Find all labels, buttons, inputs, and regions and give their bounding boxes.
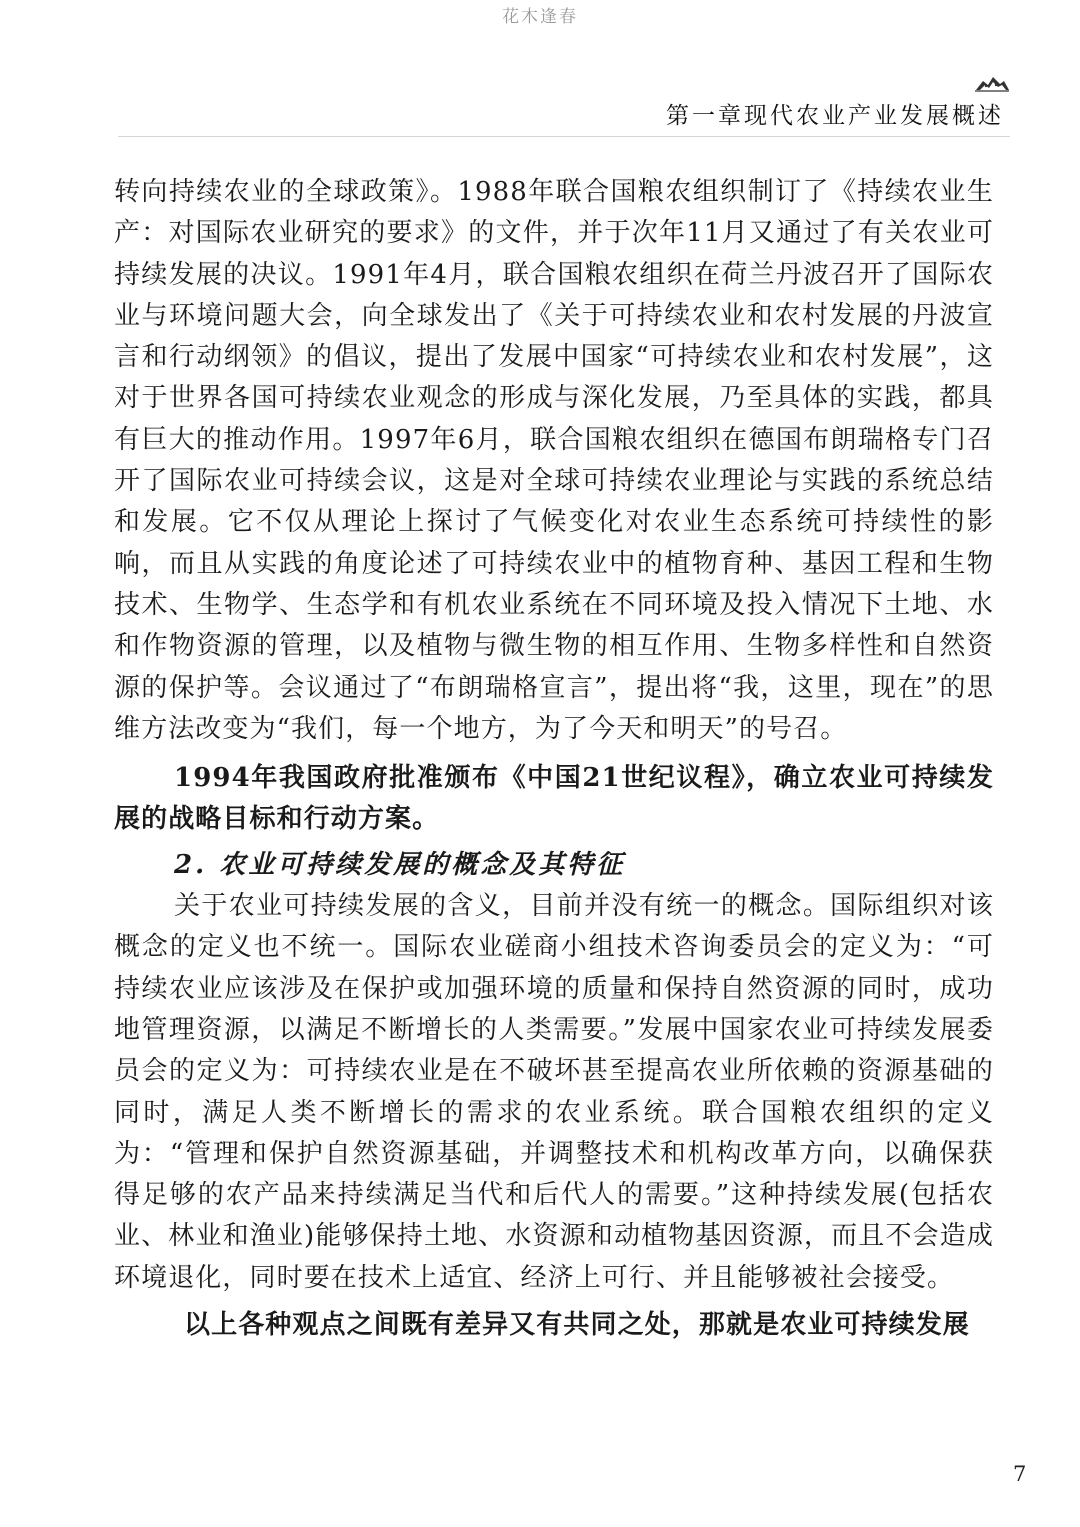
mountain-ornament-icon [974,72,1010,94]
header-divider [118,136,1010,137]
paragraph-4: 以上各种观点之间既有差异又有共同之处，那就是农业可持续发展 [184,1310,970,1341]
paragraph-1: 转向持续农业的全球政策》。1988年联合国粮农组织制订了《持续农业生产：对国际农业研究的要求》的文件，并于次年11月又通过了有关农业可持续发展的决议。1991年4月，联合国粮农组织在荷兰丹波召开了国际农业与环境问题大会，向全球发出了《关于可持续农业和农村发展的丹波宣言和行动纲领》的倡议，提出了发展中国家“可持续农业和农村发展”，这对于世界各国可持续农业观念的形成与深化发展，乃至具体的实践，都具有巨大的推动作用。1997年6月，联合国粮农组织在德国布朗瑞格专门召开了国际农业可持续会议，这是对全球可持续农业理论与实践的系统总结和发展。它不仅从理论上探讨了气候变化对农业生态系统可持续性的影响，而且从实践的角度论述了可持续农业中的植物育种、基因工程和生物技术、生物学、生态学和有机农业系统在不同环境及投入情况下土地、水和作物资源的管理，以及植物与微生物的相互作用、生物多样性和自然资源的保护等。会议通过了“布朗瑞格宣言”，提出将“我，这里，现在”的思维方法改变为“我们，每一个地方，为了今天和明天”的号召。 [114,177,994,744]
chapter-title: 第一章现代农业产业发展概述 [666,103,1004,129]
watermark-text: 花木逢春 [502,7,578,27]
page-number: 7 [1013,1462,1027,1486]
paragraph-3: 关于农业可持续发展的含义，目前并没有统一的概念。国际组织对该概念的定义也不统一。国际农业磋商小组技术咨询委员会的定义为：“可持续农业应该涉及在保护或加强环境的质量和保持自然资源的同时，成功地管理资源，以满足不断增长的人类需要。”发展中国家农业可持续发展委员会的定义为：可持续农业是在不破坏甚至提高农业所依赖的资源基础的同时，满足人类不断增长的需求的农业系统。联合国粮农组织的定义为：“管理和保护自然资源基础，并调整技术和机构改革方向，以确保获得足够的农产品来持续满足当代和后代人的需要。”这种持续发展(包括农业、林业和渔业)能够保持土地、水资源和动植物基因资源，而且不会造成环境退化，同时要在技术上适宜、经济上可行、并且能够被社会接受。 [114,891,994,1293]
body-text [114,172,994,1346]
paragraph-2: 1994年我国政府批准颁布《中国21世纪议程》，确立农业可持续发展的战略目标和行动方案。 [114,763,994,835]
section-heading: 2. 农业可持续发展的概念及其特征 [174,849,626,880]
